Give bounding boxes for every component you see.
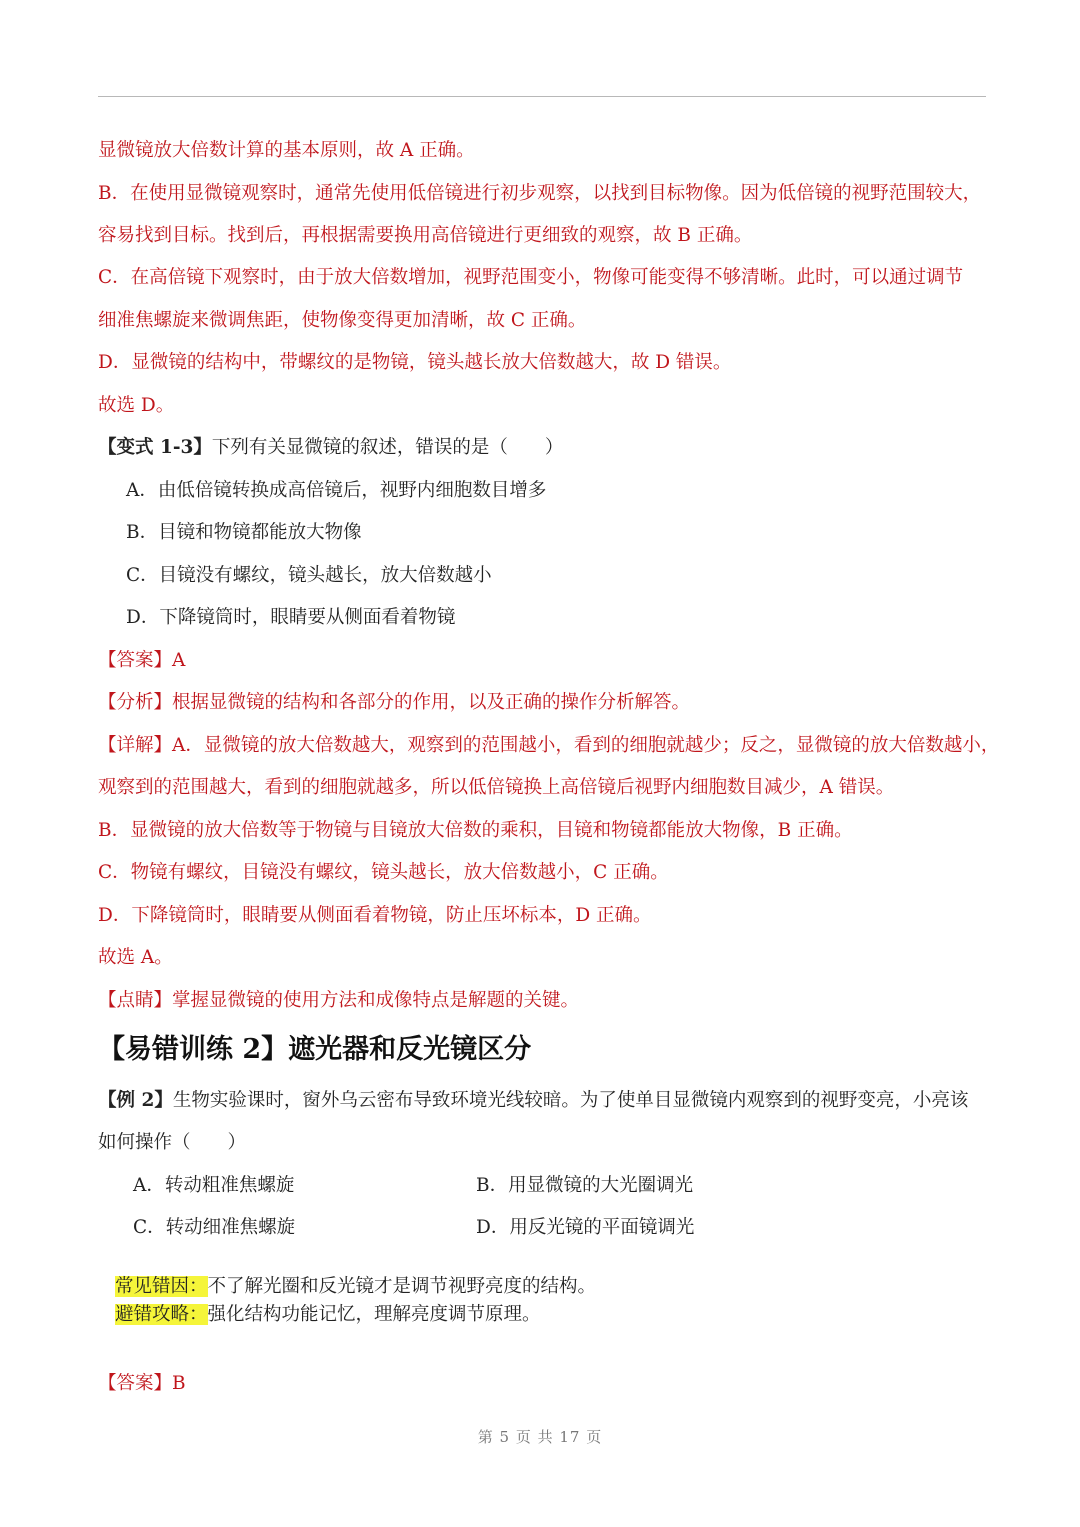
detail-line-4: C．物镜有螺纹，目镜没有螺纹，镜头越长，放大倍数越小，C 正确。 xyxy=(98,862,669,883)
option-d: D．下降镜筒时，眼睛要从侧面看着物镜 xyxy=(126,607,456,628)
explanation-line-2: B．在使用显微镜观察时，通常先使用低倍镜进行初步观察，以找到目标物像。因为低倍镜的视野范围较大， xyxy=(98,183,982,204)
example-option-b: B．用显微镜的大光圈调光 xyxy=(476,1175,694,1196)
example-tag: 【例 2】 xyxy=(98,1090,173,1111)
option-c: C．目镜没有螺纹，镜头越长，放大倍数越小 xyxy=(126,565,492,586)
common-error-text: 不了解光圈和反光镜才是调节视野亮度的结构。 xyxy=(207,1276,597,1297)
option-a: A．由低倍镜转换成高倍镜后，视野内细胞数目增多 xyxy=(126,480,547,501)
question-stem: 下列有关显微镜的叙述，错误的是（ ） xyxy=(211,437,564,458)
detail-line-5: D．下降镜筒时，眼睛要从侧面看着物镜，防止压坏标本，D 正确。 xyxy=(98,905,652,926)
explanation-line-1: 显微镜放大倍数计算的基本原则，故 A 正确。 xyxy=(98,140,475,161)
explanation-line-3: 容易找到目标。找到后，再根据需要换用高倍镜进行更细致的观察，故 B 正确。 xyxy=(98,225,753,246)
detail-line-2: 观察到的范围越大，看到的细胞就越多，所以低倍镜换上高倍镜后视野内细胞数目减少，A 错误。 xyxy=(98,777,895,798)
avoid-error-text: 强化结构功能记忆，理解亮度调节原理。 xyxy=(207,1304,541,1325)
common-error-label: 常见错因： xyxy=(115,1276,208,1297)
section-heading: 【易错训练 2】遮光器和反光镜区分 xyxy=(98,1034,532,1065)
example-2-stem-line-2: 如何操作（ ） xyxy=(98,1132,247,1153)
avoid-error-label: 避错攻略： xyxy=(115,1304,208,1325)
question-tag: 【变式 1-3】 xyxy=(98,437,212,458)
explanation-conclusion: 故选 D。 xyxy=(98,395,175,416)
header-rule xyxy=(98,96,986,97)
example-2-stem-line-1 xyxy=(98,1088,968,1114)
detail-line-1: 【详解】A．显微镜的放大倍数越大，观察到的范围越小，看到的细胞就越少；反之，显微镜的放大倍数越小， xyxy=(98,735,1000,756)
key-point: 【点睛】掌握显微镜的使用方法和成像特点是解题的关键。 xyxy=(98,990,580,1011)
explanation-line-5: 细准焦螺旋来微调焦距，使物像变得更加清晰，故 C 正确。 xyxy=(98,310,587,331)
avoid-error-line xyxy=(115,1302,541,1328)
detail-line-3: B．显微镜的放大倍数等于物镜与目镜放大倍数的乘积，目镜和物镜都能放大物像，B 正确。 xyxy=(98,820,853,841)
example-option-d: D．用反光镜的平面镜调光 xyxy=(476,1217,695,1238)
example-option-a: A．转动粗准焦螺旋 xyxy=(133,1175,295,1196)
example-option-c: C．转动细准焦螺旋 xyxy=(133,1217,296,1238)
question-1-3 xyxy=(98,435,563,461)
detail-conclusion: 故选 A。 xyxy=(98,947,173,968)
example-2-answer: 【答案】B xyxy=(98,1373,186,1394)
analysis-text: 【分析】根据显微镜的结构和各部分的作用，以及正确的操作分析解答。 xyxy=(98,692,691,713)
answer-label: 【答案】A xyxy=(98,650,186,671)
page-number: 第 5 页 共 17 页 xyxy=(477,1428,603,1446)
common-error-line xyxy=(115,1274,596,1300)
explanation-line-4: C．在高倍镜下观察时，由于放大倍数增加，视野范围变小，物像可能变得不够清晰。此时，可以通过调节 xyxy=(98,267,964,288)
explanation-line-6: D．显微镜的结构中，带螺纹的是物镜，镜头越长放大倍数越大，故 D 错误。 xyxy=(98,352,732,373)
option-b: B．目镜和物镜都能放大物像 xyxy=(126,522,362,543)
example-stem: 生物实验课时，窗外乌云密布导致环境光线较暗。为了使单目显微镜内观察到的视野变亮，小亮该 xyxy=(172,1090,969,1111)
